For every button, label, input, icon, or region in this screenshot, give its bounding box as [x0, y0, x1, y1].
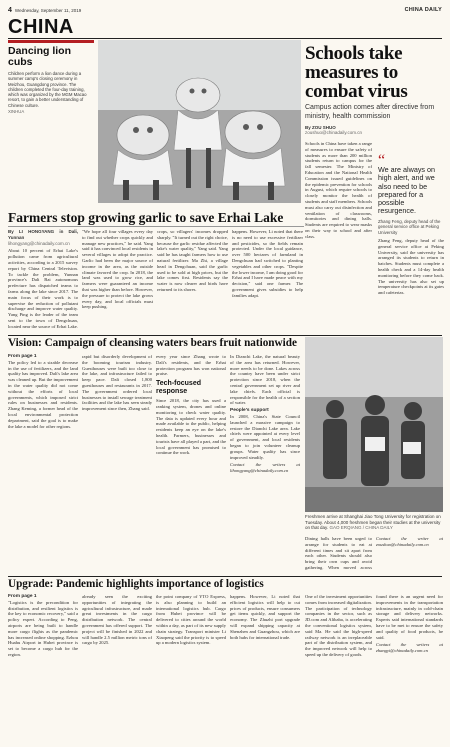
students-caption [305, 514, 443, 531]
farmers-col3: crops, so villagers' incomes dropped sharply. "It turned out the right choice, because the garlic residue affected the lake's water quality," Yang said. Yang said he has taught farmers how to use natural fertilizer. Ma Zhi, a village head in Dengchuan, said the garlic used to be sold at high prices, but the lake comes first. Residents say the water is now clearer and birds have returned to its shores. [157, 229, 228, 292]
farmers-rule [8, 226, 304, 227]
students-caption-text: Freshmen arrive at Shanghai Jiao Tong University for registration on Tuesday. About 4,000 freshmen began their studies at the university on that day. [305, 514, 441, 531]
schools-body-col1: Schools in China have taken a range of measures to ensure the safety of students as more than 200 million students return to campus for the fall semester. The Ministry of Education and the National Health Commission issued guidelines on the epidemic prevention for schools in August, which require schools to closely monitor the health of students and staff members. Schools must also carry out disinfection and ventilation of classrooms, dormitories and dining halls. Students are required to wear masks on their way to school and after class. [305, 141, 372, 239]
page-folio [8, 5, 442, 15]
vision-rule [8, 335, 442, 336]
lion-dance-photo [98, 40, 301, 203]
upgrade-col6 [376, 594, 443, 742]
folio-paper: CHINA DAILY [404, 7, 442, 13]
history-kicker: People's support [230, 408, 269, 414]
farmers-col1 [8, 229, 78, 331]
page-number: 4 [8, 6, 12, 14]
students-photo [305, 337, 443, 512]
students-image [305, 337, 443, 512]
vision-col1 [8, 354, 78, 572]
upgrade-col1 [8, 594, 78, 742]
pull-quote-attribution: Zhang Feng, deputy head of the general service office at Peking University [378, 218, 441, 235]
farmers-headline: Farmers stop growing garlic to save Erhai Lake [8, 210, 284, 225]
schools-email: zoushuo@chinadaily.com.cn [305, 130, 363, 135]
vision-col2: rapid but disorderly development of the booming tourism industry. Guesthouses were built too close to the lake, and infrastructure failed to keep pace. Dali closed 1,800 guesthouses and restaurants in 2017. The government ordered local businesses to install sewage treatment facilities and the lake has seen steady improvement since then, Zhang said. [82, 354, 152, 412]
tech-kicker: Tech-focused response [156, 380, 201, 396]
folio-left [8, 7, 81, 14]
schools-body-col2: Zhang Feng, deputy head of the general service office at Peking University, said the university has arranged its students to return in batches. Students must complete a health check and a 14-day health monitoring before they come back. The university has also set up temperature checkpoints at its gates and cafeterias. [378, 238, 444, 296]
upgrade-col6-text: found there is an urgent need for improvements in the transportation infrastructure, mainly in cold-chain storage and delivery networks. Experts said international standards have to be met to ensure the safety and quality of food products, he said. [376, 594, 443, 640]
upgrade-col1-text: "Logistics is the precondition for distribution, and resilient logistics is the key to economic recovery," said a policy expert. According to Peng, airports are being built to handle more cargo flights as the pandemic has increased online shopping. Ezhou Huahu Airport in Hubei province is set to become a cargo hub for the region. [8, 599, 78, 657]
quote-mark-icon: “ [378, 152, 386, 169]
farmers-col4: happens. However, Li noted that there is no need to use excessive fertilizer and pesticides, so the fields remain protected. Under the local guidance, over 500 hectares of farmland in Dengchuan had switched to planting vegetables and other crops. "Despite the lower income, I am doing good for Erhai and I have made peace with my decision," said one farmer. The government gives subsidies to help families adapt. [232, 229, 303, 298]
schools-byline-block [305, 125, 395, 135]
top-rule [8, 38, 442, 39]
upgrade-col4: happens. However, Li noted that efficient logistics will help to cut prices of products, ensure consumers get items quickly, and support the economy. The Zhuzhi port upgrade will expand shipping capacity at Shenzhen and Guangzhou, which are both hubs for international trade. [230, 594, 300, 640]
vision-col6-text: In 2008, China's State Council launched a massive campaign to restore the Dianchi Lake area. Lake chiefs were appointed at every level of government, and local residents began to join volunteer cleanup groups. Water quality has since improved steadily. [230, 413, 300, 460]
section-title: CHINA [8, 16, 74, 38]
upgrade-col2: already seen the exciting opportunities of integrating the agricultural infrastructure, and made great investments in the cargo distribution network. The central government has offered support. The project will be finished in 2022 and will handle 2.5 million metric tons of cargo by 2025. [82, 594, 152, 646]
vision-col4-text: In Dianchi Lake, the natural beauty of the area has returned. However, more needs to be done. Lakes across the country have been under strict protection since 2018, when the central government set up river and lake chiefs. Each official is responsible for the health of a section of water. [230, 354, 300, 406]
tech-body: Since 2018, the city has used a ranking system, drones and online monitoring to check water quality. The data is updated every hour and made available to the public, helping residents keep an eye on the lake's health. Farmers, businesses and tourists have all played a part, and the local government has promised to continue the work. [156, 398, 226, 456]
schools-deck: Campus action comes after directive from ministry, health commission [305, 104, 435, 120]
schools-contact: Contact the writer at zoushuo@chinadaily.com.cn [376, 536, 443, 547]
lion-credit: XINHUA [8, 109, 25, 115]
schools-headline: Schools take measures to combat virus [305, 43, 408, 102]
vision-col1-text: The policy led to a sizable decrease in the use of fertilizers, and the land quality has improved. Dali's lake area was cleaned up. But the improvement in the water quality did not come without the efforts of local governments, which imposed strict rules on businesses and residents. Zhang Keming, a former head of the local environmental protection department, said the goal is to make the lake a model for other regions. [8, 359, 78, 429]
upgrade-col5: One of the investment opportunities comes from increased digitalization. The participation of technology companies in the sector, such as JD.com and Alibaba, is accelerating the conventional logistics system, said Ma. He said the high-speed railway network is an irreplaceable part of the distribution system, and the improved network will help to speed up the delivery of goods. [305, 594, 372, 657]
vision-from-page: From page 1 [8, 354, 37, 359]
farmers-col2: "We hope all four villages every day to find out whether crops quickly and manage new practices," he said. Yang said it has convinced local residents in several villages to adopt the practice. Garlic had been the major source of income in the area, as the outside climate favored the crop. In 2018, the land was used to grow rice, and farmers were guaranteed an income that was higher than before. However, the pressure to protect the lake grows every day, and local officials must keep pushing. [82, 229, 153, 310]
red-accent-rule [8, 40, 94, 43]
vision-contact: Contact the writers at lihongyang@chinadaily.com.cn [230, 462, 300, 474]
lion-dance-image [98, 40, 301, 203]
folio-date: Wednesday, September 11, 2019 [14, 7, 82, 13]
lion-caption [8, 71, 90, 114]
lion-caption-text: Children perform a lion dance during a summer camp's closing ceremony in Meizhou, Guangdong province. The children completed the four-day training, which was organized by the MGM Macao resort, to gain a better understanding of Chinese culture. [8, 71, 87, 108]
upgrade-from-page: From page 1 [8, 594, 37, 599]
students-photo-credit: GAO ERQIANG / CHINA DAILY [329, 525, 393, 531]
schools-byline: By ZOU SHUO [305, 125, 336, 130]
upgrade-rule [8, 576, 442, 577]
pull-quote-text: We are always on high alert, and we also need to be prepared for a possible resurgence. [378, 165, 435, 216]
lion-headline: Dancing lion cubs [8, 45, 71, 68]
schools-body-col3: Dining halls have been urged to arrange for students to eat at different times and sit apart from each other. Students should also bring their own cups and avoid gathering. When moved across [305, 536, 372, 570]
upgrade-col3: the point company of YTO Express, is also planning to build an international logistics hub. Cargo from Hubei province will be delivered to cities around the world within a day, as part of its new supply chain strategy. Transport minister Li Xiaopeng said the priority is to speed up a modern logistics system. [156, 594, 226, 646]
farmers-email: lihongyang@chinadaily.com.cn [8, 240, 70, 246]
upgrade-headline: Upgrade: Pandemic highlights importance of logistics [8, 578, 264, 590]
vision-col3 [156, 354, 226, 572]
farmers-byline: By LI HONGYANG in Dali, Yunnan [8, 229, 78, 240]
vision-col4 [230, 354, 300, 572]
farmers-col1-text: About 10 percent of Erhai Lake's pollution came from agricultural activities, according to a 2015 survey report by China Central Television. To tackle the problem, Yunnan province's Dali Bai autonomous prefecture has dispatched teams to farms along the lake since 2017. The main focus of their work is to supervise the reduction of pollutant discharge and improve water quality. Yang Ping is the leader of the team sent to the town of Dengchuan, located near the source of Erhai Lake. [8, 248, 78, 329]
schools-pull-quote [378, 152, 444, 235]
upgrade-contact: Contact the writers at zhangyi@chinadaily.com.cn [376, 642, 443, 654]
vision-col3-text: every year since Zhang wrote to Dali's residents, and the Erhai protection program has won national praise. [156, 354, 226, 377]
vision-headline: Vision: Campaign of cleansing waters bears fruit nationwide [8, 337, 297, 349]
